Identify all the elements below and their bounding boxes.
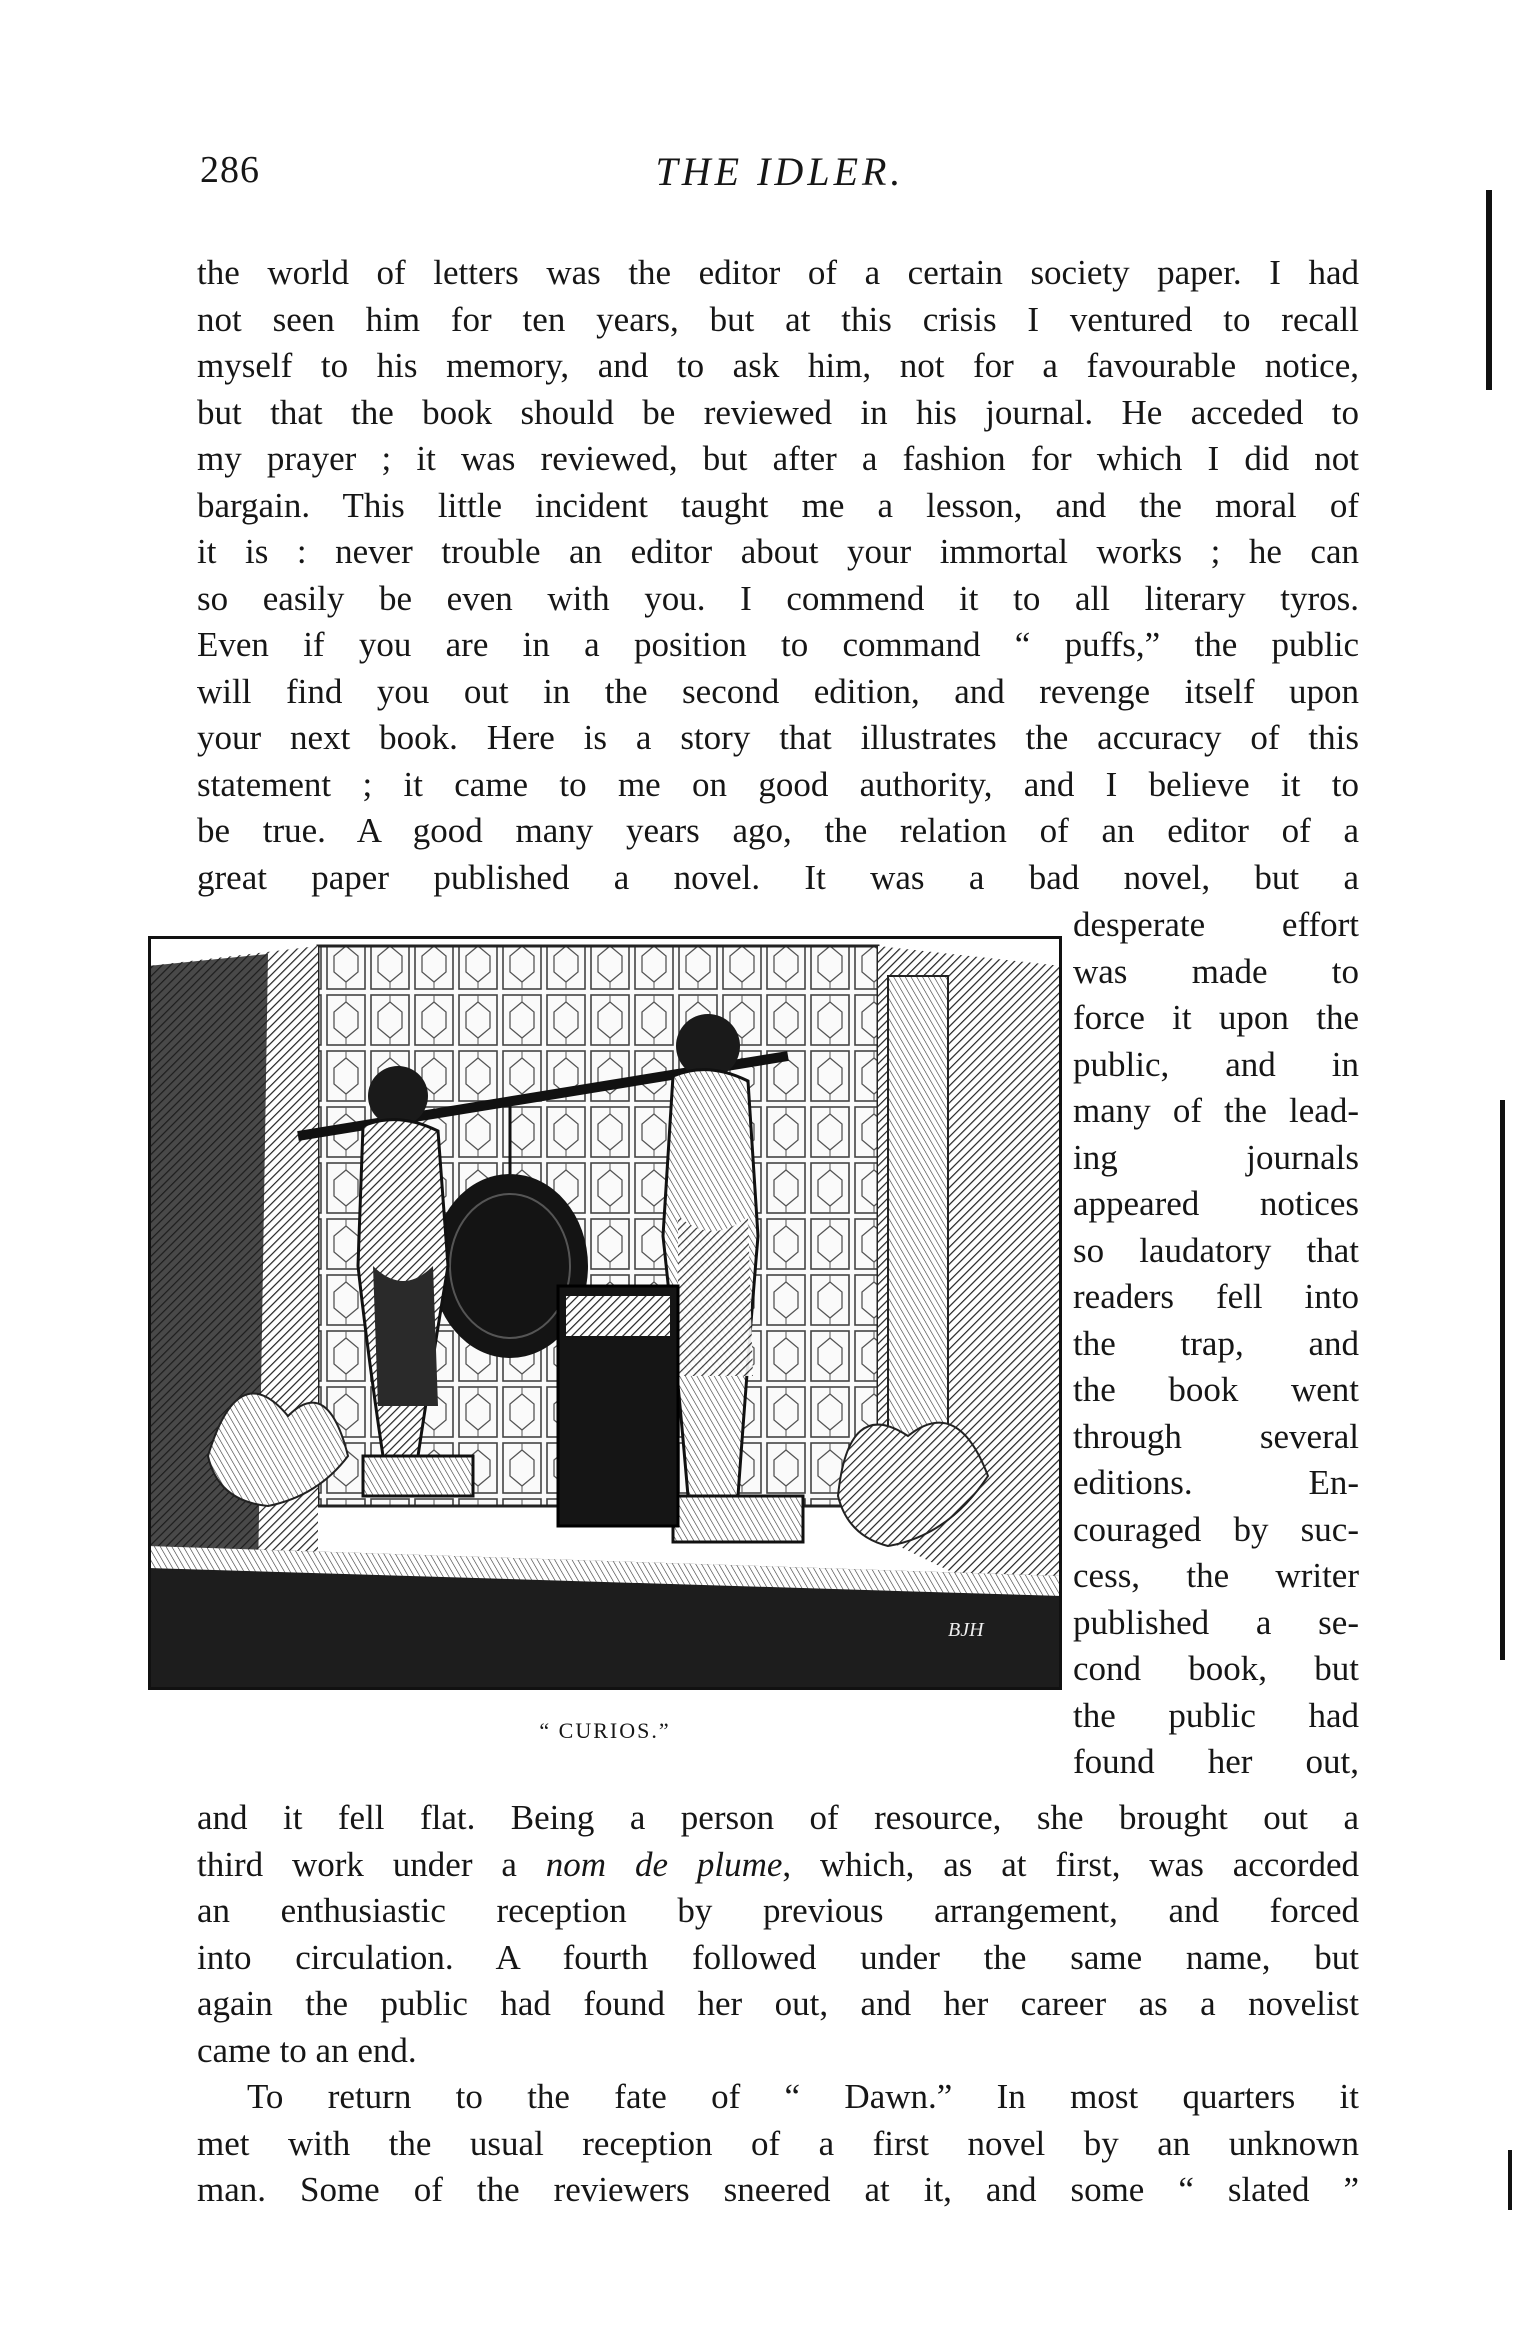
text-segment: third work under a — [197, 1844, 517, 1884]
text-line: cess, the writer — [1073, 1556, 1359, 1595]
text-line: man. Some of the reviewers sneered at it, and some “ slated ” — [197, 2170, 1359, 2209]
text-line: not seen him for ten years, but at this crisis I ventured to recall — [197, 299, 1359, 339]
text-line: appeared notices — [1073, 1184, 1359, 1223]
scan-margin-mark — [1486, 190, 1492, 390]
text-line: the book went — [1073, 1370, 1359, 1409]
scan-margin-mark — [1508, 2150, 1512, 2210]
body-text-side — [1073, 902, 1359, 1786]
curios-illustration — [148, 936, 1062, 1690]
text-segment: , which, as at first, was accorded — [782, 1844, 1359, 1884]
text-line: be true. A good many years ago, the relation of an editor of a — [197, 811, 1359, 850]
page-header — [200, 148, 1360, 196]
text-line: and it fell flat. Being a person of resource, she brought out a — [197, 1798, 1359, 1837]
text-line: it is : never trouble an editor about your immortal works ; he can — [197, 532, 1359, 571]
text-line: was made to — [1073, 951, 1359, 991]
body-text-top — [197, 250, 1359, 901]
scan-margin-mark — [1500, 1100, 1505, 1660]
engraving-artwork — [148, 936, 1062, 1690]
text-line: Even if you are in a position to command “ puffs,” the public — [197, 625, 1359, 664]
text-line: readers fell into — [1073, 1277, 1359, 1316]
page-number: 286 — [200, 149, 260, 191]
text-line: To return to the fate of “ Dawn.” In most quarters it — [247, 2077, 1359, 2116]
text-line: the trap, and — [1073, 1323, 1359, 1363]
text-line: published a se- — [1073, 1602, 1359, 1642]
text-line: couraged by suc- — [1073, 1509, 1359, 1549]
text-line: again the public had found her out, and her career as a novelist — [197, 1984, 1359, 2023]
text-line: statement ; it came to me on good authority, and I believe it to — [197, 764, 1359, 804]
text-line: the world of letters was the editor of a certain society paper. I had — [197, 253, 1359, 292]
text-line: my prayer ; it was reviewed, but after a fashion for which I did not — [197, 439, 1359, 478]
italic-phrase: nom de plume — [545, 1844, 783, 1884]
text-line: editions. En- — [1073, 1463, 1359, 1502]
text-line: force it upon the — [1073, 998, 1359, 1037]
text-line: found her out, — [1073, 1742, 1359, 1781]
text-line: bargain. This little incident taught me a lesson, and the moral of — [197, 485, 1359, 525]
figure-caption: “ CURIOS.” — [539, 1718, 671, 1743]
text-line: so easily be even with you. I commend it to all literary tyros. — [197, 578, 1359, 618]
text-line: met with the usual reception of a first novel by an unknown — [197, 2123, 1359, 2163]
text-line: but that the book should be reviewed in his journal. He acceded to — [197, 392, 1359, 432]
text-line: cond book, but — [1073, 1649, 1359, 1688]
text-line: into circulation. A fourth followed under the same name, but — [197, 1937, 1359, 1977]
text-line: an enthusiastic reception by previous arrangement, and forced — [197, 1891, 1359, 1930]
text-line-with-italic — [197, 1842, 1359, 1889]
text-line: myself to his memory, and to ask him, not for a favourable notice, — [197, 346, 1359, 385]
text-line: the public had — [1073, 1695, 1359, 1735]
text-line: many of the lead- — [1073, 1091, 1359, 1130]
text-line: will find you out in the second edition, and revenge itself upon — [197, 671, 1359, 711]
artist-signature: BJH — [948, 1619, 984, 1641]
text-line: ing journals — [1073, 1137, 1359, 1177]
text-line: through several — [1073, 1416, 1359, 1456]
text-line: came to an end. — [197, 2030, 417, 2070]
body-text-bottom — [197, 1795, 1359, 2214]
running-title: THE IDLER. — [655, 149, 905, 194]
text-line: your next book. Here is a story that illustrates the accuracy of this — [197, 718, 1359, 757]
text-line: great paper published a novel. It was a bad novel, but a — [197, 857, 1359, 897]
text-line: public, and in — [1073, 1044, 1359, 1084]
text-line: so laudatory that — [1073, 1230, 1359, 1270]
text-line: desperate effort — [1073, 905, 1359, 944]
